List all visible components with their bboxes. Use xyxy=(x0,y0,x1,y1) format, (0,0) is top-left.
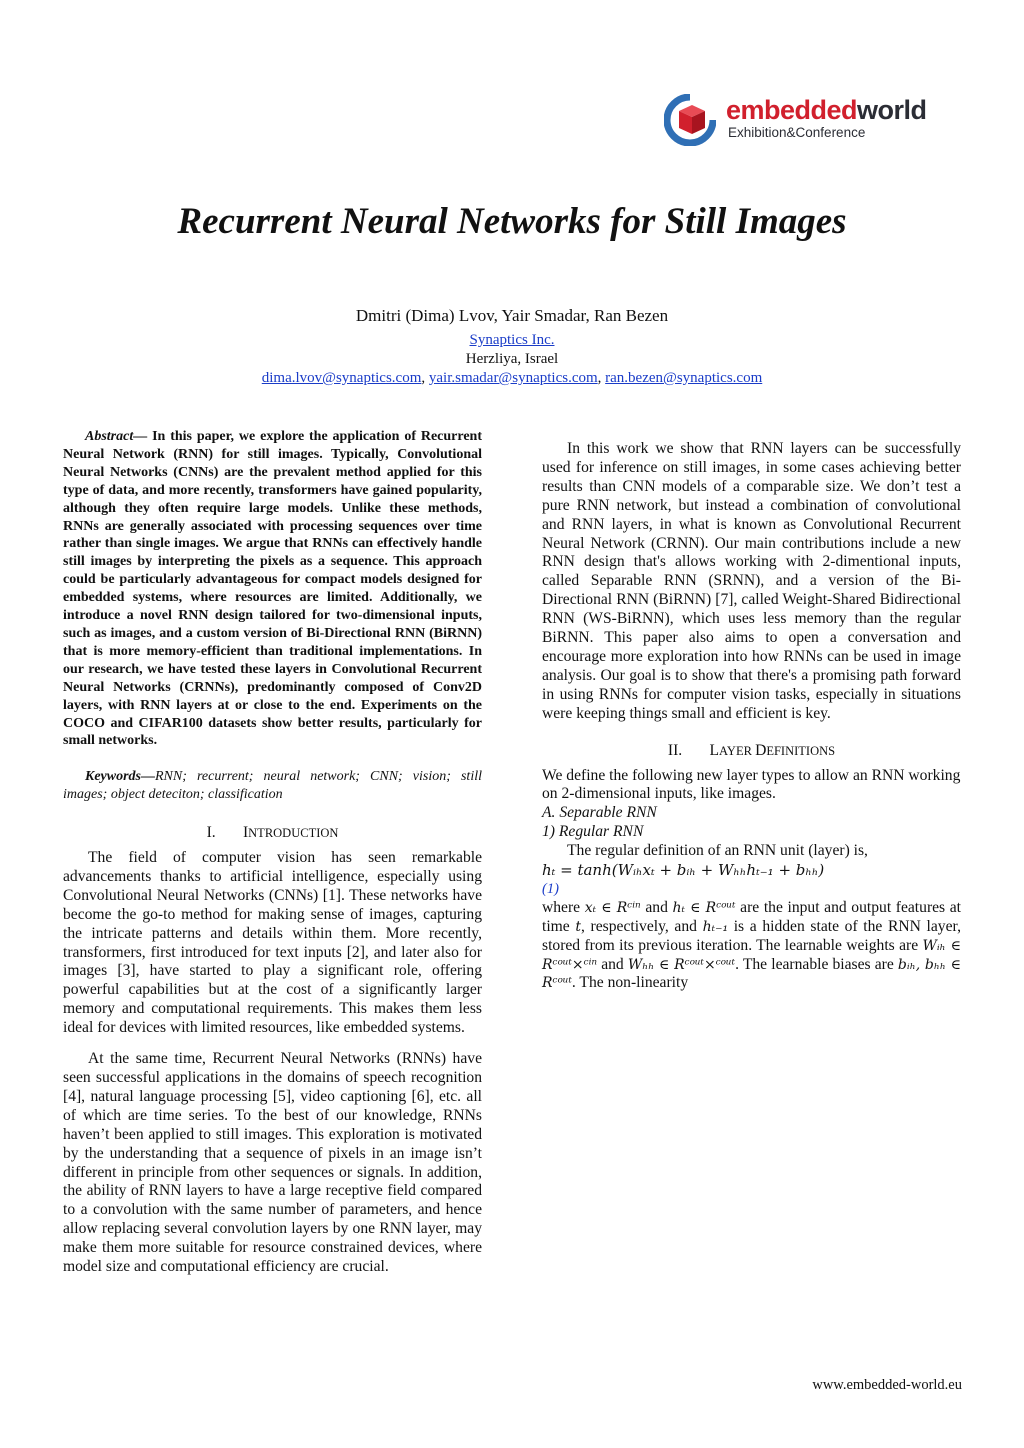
intro-paragraph-3: In this work we show that RNN layers can be successfully used for inference on still images, in some cases achieving better results than CNN models of a comparable size. We don’t test a pure RNN network, but instead a combination of convolutional and RNN layers, in what is known as Convolutional Recurrent Neural Network (CRNN). Our main contributions include a new RNN design that's allows working with 2-dimentional inputs, called Separable RNN (SRNN), and a version of the Bi-Directional RNN (BiRNN) [7], called Weight-Shared Bidirectional RNN (WS-BiRNN), which uses less memory than the regular BiRNN. This paper also aims to open a conversation and encourage more exploration into how RNNs can be used in image analysis. Our goal is to show that there's a promising path forward in using RNNs for computer vision tasks, especially in situations were keeping things small and efficient is key. xyxy=(542,440,961,722)
subsection-heading-separable-rnn: A. Separable RNN xyxy=(542,804,657,822)
explanation-text: is a hidden state of the RNN layer, stored from its previous iteration. The learnable weights are xyxy=(542,917,961,954)
logo-wordmark xyxy=(726,94,927,126)
keywords xyxy=(63,768,482,804)
keywords-text: RNN; recurrent; neural network; CNN; vision; still images; object deteciton; classification xyxy=(63,769,482,803)
email-separator: , xyxy=(597,370,606,386)
math-weight-hh: Wₕₕ ∈ Rᶜᵒᵘᵗ×ᶜᵒᵘᵗ xyxy=(627,956,736,973)
paper-title: Recurrent Neural Networks for Still Images xyxy=(177,201,847,242)
abstract xyxy=(63,428,482,750)
section-title-rest: EFINITIONS xyxy=(766,743,836,758)
logo-wordmark-world: world xyxy=(857,95,927,125)
math-output-feature: hₜ ∈ Rᶜᵒᵘᵗ xyxy=(672,899,736,916)
keywords-label: Keywords— xyxy=(85,769,155,785)
organization-location: Herzliya, Israel xyxy=(465,351,559,367)
affiliation-block xyxy=(0,331,1024,388)
left-column xyxy=(63,428,482,1277)
math-biases: bᵢₕ, bₕₕ ∈ Rᶜᵒᵘᵗ xyxy=(542,956,962,992)
organization-link[interactable]: Synaptics Inc. xyxy=(469,332,555,348)
subsubsection-heading-regular-rnn: 1) Regular RNN xyxy=(542,823,644,841)
logo-tagline: Exhibition&Conference xyxy=(728,125,866,140)
email-separator: , xyxy=(421,370,429,386)
math-time: t xyxy=(575,918,582,935)
abstract-label: Abstract— xyxy=(85,429,148,444)
math-input-feature: xₜ ∈ Rᶜⁱⁿ xyxy=(584,899,641,916)
explanation-text: and xyxy=(597,955,628,973)
intro-paragraph-1: The field of computer vision has seen remarkable advancements thanks to artificial intelligence, especially using Convolutional Neural Networks (CNNs) [1]. These networks have become the go-to method for making sense of images, capturing the intricate patterns and details within them. More recently, transformers, first introduced for text inputs [2], and later also for images [3], have started to play a significant role, offering powerful capabilities but at the cost of a significantly larger memory and computational requirements. This makes them less ideal for devices with limited resources, like embedded systems. xyxy=(63,849,482,1037)
email-link-lvov[interactable]: dima.lvov@synaptics.com xyxy=(261,370,422,386)
footer-url: www.embedded-world.eu xyxy=(812,1377,962,1393)
equation-number: (1) xyxy=(542,880,559,897)
section-heading-layer-definitions xyxy=(542,742,961,761)
email-link-bezen[interactable]: ran.bezen@synaptics.com xyxy=(605,370,763,386)
section-title-initial: L xyxy=(709,741,720,759)
equation-explanation xyxy=(542,899,961,994)
email-list xyxy=(0,369,1024,388)
explanation-text: and xyxy=(640,898,673,916)
intro-paragraph-2: At the same time, Recurrent Neural Networks (RNNs) have seen successful applications in the domains of speech recognition [4], natural language processing [5], video captioning [6], etc. all of which are time series. To the best of our knowledge, RNNs haven’t been applied to still images. This exploration is motivated by the understanding that a sequence of pixels in an image isn’t different in principle from other sequences or signals. In addition, the ability of RNN layers to have a large receptive field compared to a convolution with the same number of parameters, and hence allow replacing several convolution layers by one RNN layer, may make them more suitable for resource constrained devices, where model size and computational efficiency are crucial. xyxy=(63,1050,482,1276)
section-title-rest: NTRODUCTION xyxy=(248,826,339,841)
email-link-smadar[interactable]: yair.smadar@synaptics.com xyxy=(428,370,598,386)
section-heading-introduction xyxy=(63,824,482,843)
regular-rnn-definition: The regular definition of an RNN unit (layer) is, xyxy=(567,842,868,860)
section-title-initial: D xyxy=(755,741,767,759)
explanation-text: . The learnable biases are xyxy=(735,955,898,973)
embedded-world-logo xyxy=(664,94,964,150)
section-title-initial: I xyxy=(242,824,249,842)
section-number: II. xyxy=(667,741,683,759)
math-weight-ih: Wᵢₕ ∈ Rᶜᵒᵘᵗ×ᶜⁱⁿ xyxy=(542,937,961,973)
explanation-text: where xyxy=(542,898,585,916)
section-title-rest: AYER xyxy=(719,743,756,758)
explanation-text: . The non-linearity xyxy=(571,974,689,992)
rnn-equation: hₜ = tanh(Wᵢₕxₜ + bᵢₕ + Wₕₕhₜ₋₁ + bₕₕ) xyxy=(542,861,825,880)
explanation-text: are the input and output features at time xyxy=(542,898,961,935)
layer-definitions-paragraph: We define the following new layer types to allow an RNN working on 2-dimensional inputs, like images. xyxy=(542,766,961,803)
right-column xyxy=(542,428,961,993)
abstract-text: In this paper, we explore the application of Recurrent Neural Network (RNN) for still images. Typically, Convolutional Neural Networks (CNNs) are the prevalent method applied for this type of data, and more recently, transformers have gained popularity, although they often require large models. Unlike these methods, RNNs are generally associated with processing sequences over time rather than single images. We argue that RNNs can effectively handle still images by interpreting the pixels as a sequence. This approach could be particularly advantageous for compact models designed for embedded systems, where resources are limited. Additionally, we introduce a novel RNN design tailored for two-dimensional inputs, such as images, and a custom version of Bi-Directional RNN (BiRNN) that is more memory-efficient than traditional implementations. In our research, we have tested these layers in Convolutional Recurrent Neural Networks (CRNNs), predominantly composed of Conv2D layers, with RNN layers at or close to the end. Experiments on the COCO and CIFAR100 datasets show better results, particularly for small networks. xyxy=(63,429,482,749)
logo-wordmark-embedded: embedded xyxy=(726,95,858,125)
author-list: Dmitri (Dima) Lvov, Yair Smadar, Ran Bezen xyxy=(355,306,669,325)
explanation-text: , respectively, and xyxy=(581,917,703,935)
section-number: I. xyxy=(206,824,216,842)
math-hidden-state: hₜ₋₁ xyxy=(702,918,729,935)
cube-logo-icon xyxy=(664,94,716,146)
